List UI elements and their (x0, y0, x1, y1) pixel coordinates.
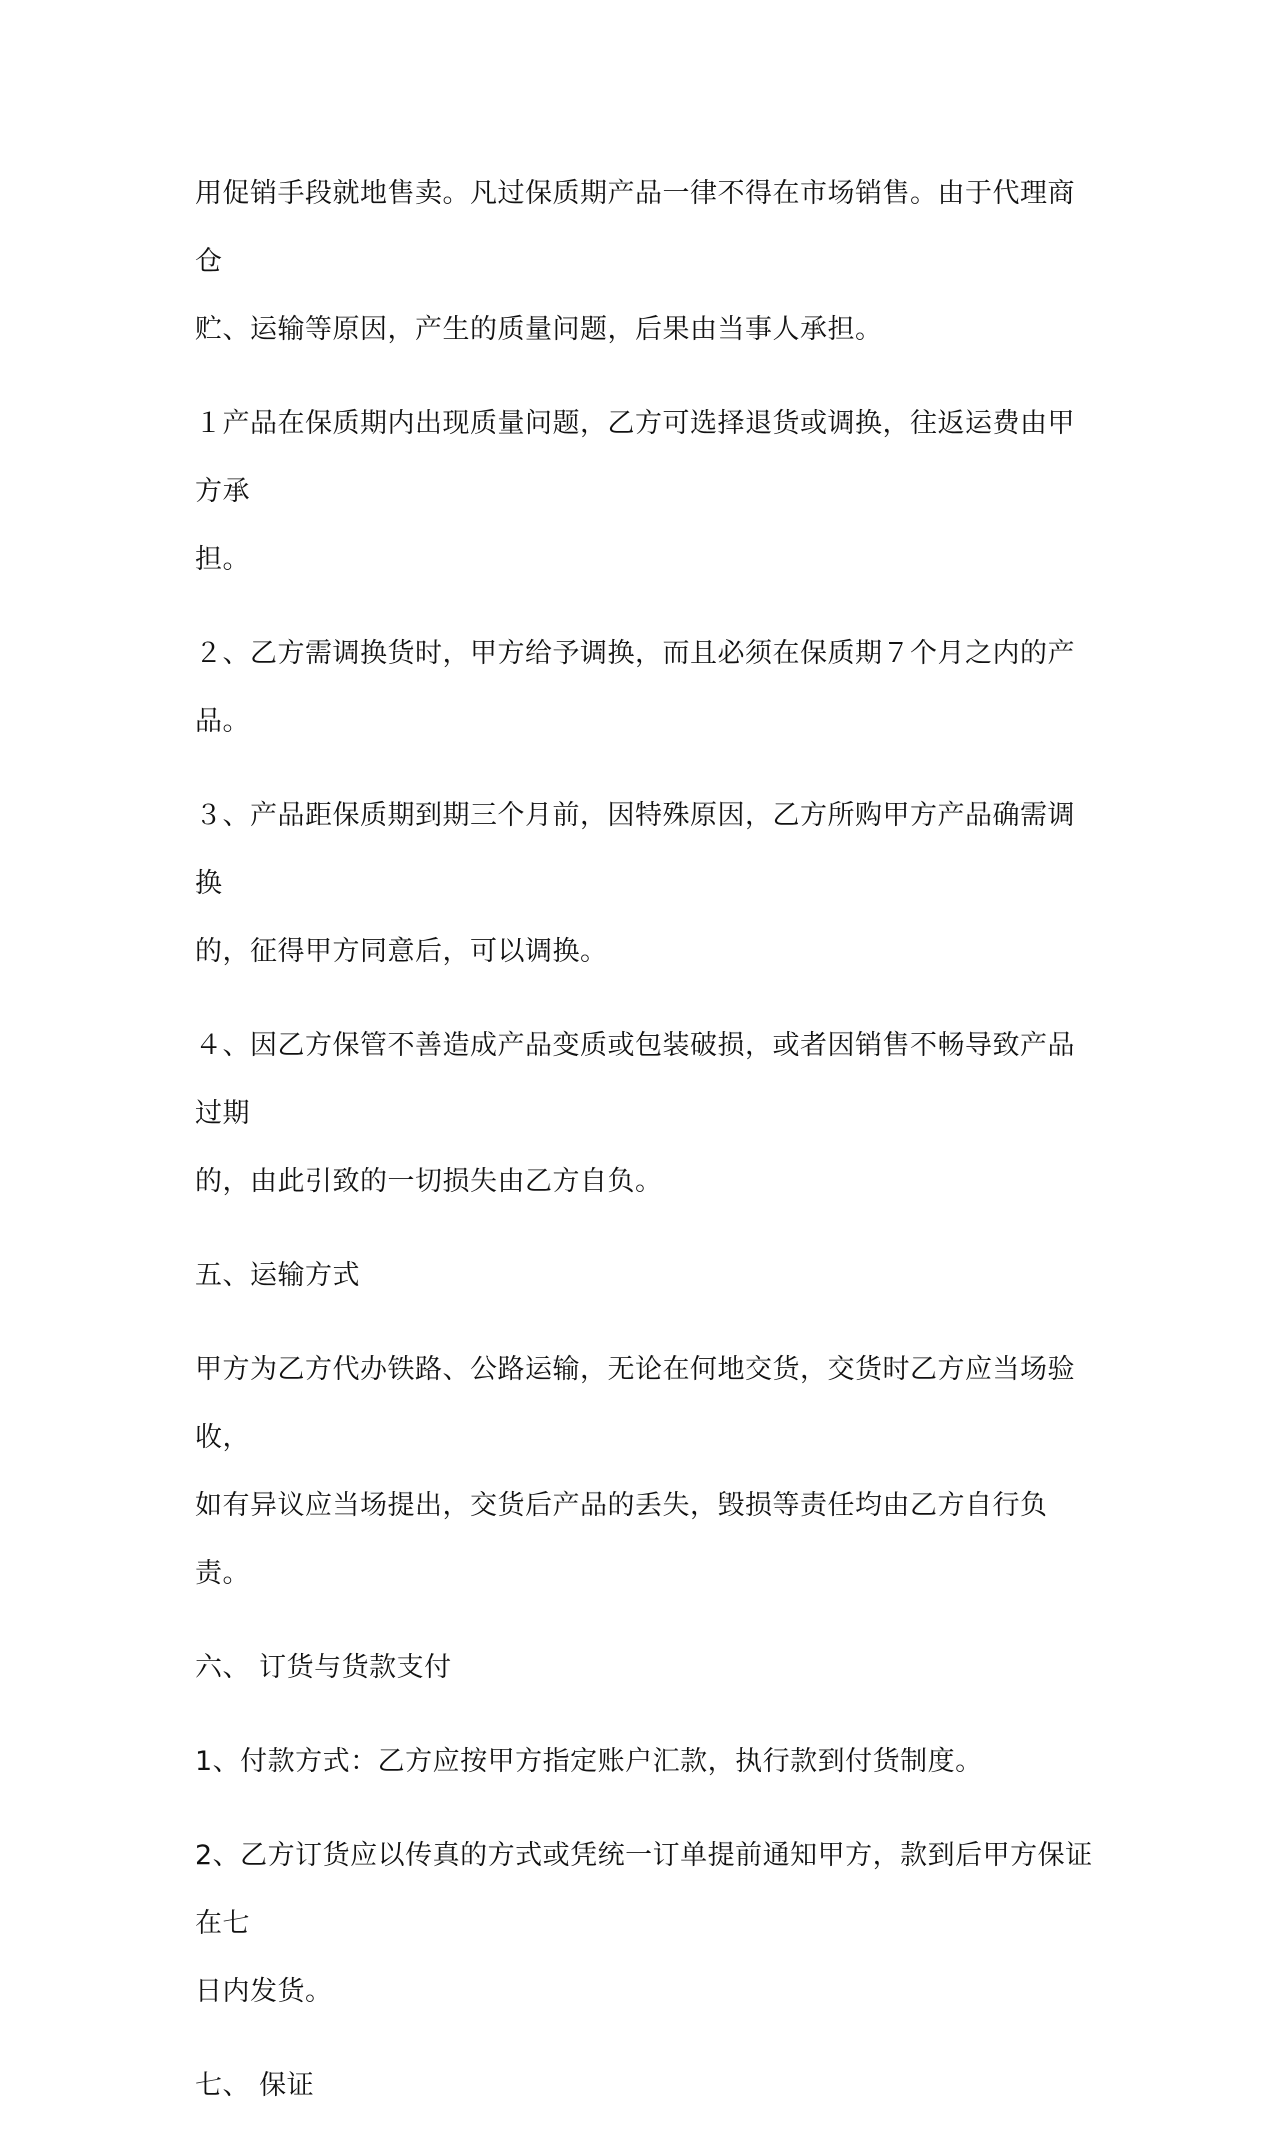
paragraph-payment-method (195, 1728, 1095, 1796)
text-line: 日内发货。 (195, 1976, 333, 2007)
paragraph-transport-terms (195, 1336, 1095, 1608)
heading-text: 六、 订货与货款支付 (195, 1652, 452, 1683)
section-heading-transport (195, 1242, 1095, 1310)
paragraph-storage-liability (195, 160, 1095, 364)
text-line: 2、乙方订货应以传真的方式或凭统一订单提前通知甲方，款到后甲方保证在七 (195, 1840, 1093, 1939)
document-body (195, 160, 1095, 2146)
section-heading-guarantee (195, 2052, 1095, 2120)
paragraph-item-3-expiry (195, 782, 1095, 986)
paragraph-item-4-loss (195, 1012, 1095, 1216)
text-line: 的，由此引致的一切损失由乙方自负。 (195, 1166, 663, 1197)
text-line: 用促销手段就地售卖。凡过保质期产品一律不得在市场销售。由于代理商仓 (195, 178, 1075, 277)
text-line: 1、付款方式：乙方应按甲方指定账户汇款，执行款到付货制度。 (195, 1746, 983, 1777)
text-line: 担。 (195, 544, 250, 575)
text-line: 的，征得甲方同意后，可以调换。 (195, 936, 608, 967)
heading-text: 七、 保证 (195, 2070, 315, 2101)
paragraph-item-1-quality (195, 390, 1095, 594)
text-line: ４、因乙方保管不善造成产品变质或包装破损，或者因销售不畅导致产品过期 (195, 1030, 1075, 1129)
paragraph-order-notice (195, 1822, 1095, 2026)
paragraph-item-2-exchange (195, 620, 1095, 756)
text-line: １产品在保质期内出现质量问题，乙方可选择退货或调换，往返运费由甲方承 (195, 408, 1075, 507)
text-line: ２、乙方需调换货时，甲方给予调换，而且必须在保质期７个月之内的产品。 (195, 638, 1075, 737)
text-line: ３、产品距保质期到期三个月前，因特殊原因，乙方所购甲方产品确需调换 (195, 800, 1075, 899)
heading-text: 五、运输方式 (195, 1260, 360, 1291)
section-heading-ordering-payment (195, 1634, 1095, 1702)
text-line: 如有异议应当场提出，交货后产品的丢失，毁损等责任均由乙方自行负责。 (195, 1490, 1048, 1589)
text-line: 贮、运输等原因，产生的质量问题，后果由当事人承担。 (195, 314, 883, 345)
text-line: 甲方为乙方代办铁路、公路运输，无论在何地交货，交货时乙方应当场验收， (195, 1354, 1075, 1453)
